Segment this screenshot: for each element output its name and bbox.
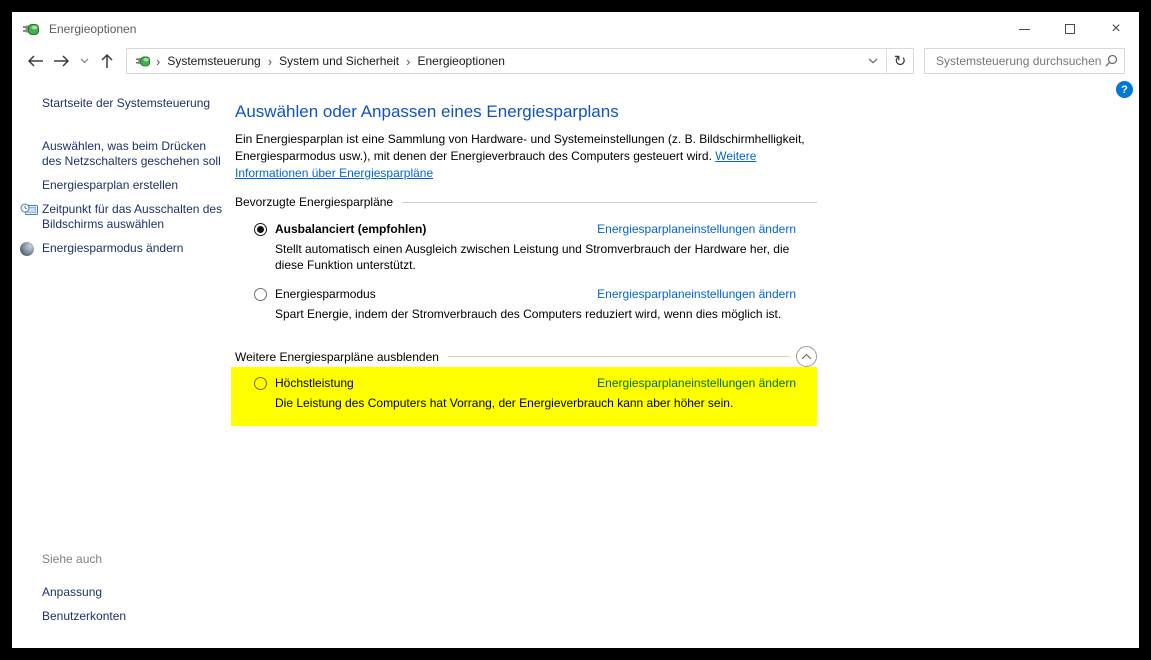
plan-name[interactable]: Energiesparmodus (275, 287, 376, 301)
intro-text: Ein Energiesparplan ist eine Sammlung von Hardware- und Systemeinstellungen (z. B. Bildschirmhelligkeit, Energiesparmodus usw.), mit denen der Energieverbrauch des Computers gesteuert wird. (235, 132, 805, 163)
plan-head (235, 376, 817, 390)
divider (402, 202, 817, 203)
group-label: Weitere Energiesparpläne ausblenden (235, 349, 439, 364)
icon-slot (20, 585, 42, 600)
arrow-left-icon (27, 54, 44, 68)
content-area (12, 80, 1139, 648)
window-title: Energieoptionen (49, 22, 137, 36)
radio-energiesparmodus[interactable] (254, 288, 267, 301)
breadcrumb-system-und-sicherheit[interactable]: System und Sicherheit (279, 54, 400, 68)
search-input[interactable] (934, 53, 1104, 69)
breadcrumb-chevron-icon: › (267, 53, 273, 69)
title-bar (12, 12, 1139, 46)
sidebar-item-home[interactable] (20, 96, 225, 130)
group-label: Bevorzugte Energiesparpläne (235, 195, 394, 209)
back-button[interactable] (22, 48, 48, 74)
refresh-button[interactable] (887, 49, 913, 73)
change-plan-settings-link[interactable]: Energiesparplaneinstellungen ändern (597, 222, 796, 236)
breadcrumb-energieoptionen[interactable]: Energieoptionen (417, 54, 505, 68)
icon-slot (20, 178, 42, 193)
navigation-bar (12, 46, 1139, 80)
address-dropdown-button[interactable] (860, 49, 886, 73)
plan-option-energiesparmodus (235, 287, 817, 322)
maximize-button[interactable] (1047, 12, 1093, 46)
plan-name[interactable]: Ausbalanciert (empfohlen) (275, 222, 427, 236)
sidebar (12, 80, 235, 648)
sidebar-item-create-plan[interactable] (20, 178, 225, 193)
sidebar-item-label: Zeitpunkt für das Ausschalten des Bildschirms auswählen (42, 202, 223, 231)
sidebar-home-label: Startseite der Systemsteuerung (42, 96, 211, 110)
main-pane (235, 80, 817, 648)
forward-button[interactable] (48, 48, 74, 74)
sidebar-item-power-button-action[interactable] (20, 139, 225, 169)
see-also-header-row (20, 552, 225, 576)
sidebar-item-label: Benutzerkonten (42, 609, 127, 623)
intro-paragraph (235, 131, 817, 182)
icon-slot (20, 96, 42, 130)
more-info-link[interactable]: Weitere Informationen über Energiesparpläne (235, 149, 757, 180)
power-options-window (12, 12, 1139, 648)
plan-head (235, 222, 817, 236)
search-icon[interactable] (1104, 54, 1118, 68)
address-bar-controls (860, 49, 913, 73)
collapse-button[interactable] (796, 346, 817, 367)
plan-description: Stellt automatisch einen Ausgleich zwischen Leistung und Stromverbrauch der Hardware her, die diese Funktion unterstützt. (275, 242, 790, 272)
icon-slot (20, 609, 42, 624)
sidebar-item-label: Auswählen, was beim Drücken des Netzschalters geschehen soll (42, 139, 221, 168)
sidebar-item-label: Energiesparplan erstellen (42, 178, 179, 192)
plan-head (235, 287, 817, 301)
moon-icon (20, 241, 42, 256)
preferred-plans-group-header (235, 195, 817, 209)
recent-pages-button[interactable] (74, 48, 94, 74)
clock-display-icon (20, 202, 42, 232)
power-plug-icon (135, 53, 151, 69)
arrow-up-icon (100, 53, 114, 69)
more-plans-group-header (235, 346, 817, 367)
divider (448, 356, 789, 357)
address-bar[interactable] (126, 48, 914, 74)
close-button[interactable] (1093, 12, 1139, 46)
see-also-section (20, 552, 225, 624)
close-icon: × (1111, 20, 1121, 37)
chevron-down-icon (80, 58, 89, 64)
minimize-icon (1019, 29, 1030, 30)
breadcrumb-systemsteuerung[interactable]: Systemsteuerung (167, 54, 261, 68)
change-plan-settings-link[interactable]: Energiesparplaneinstellungen ändern (597, 376, 796, 390)
plan-name[interactable]: Höchstleistung (275, 376, 354, 390)
radio-ausbalanciert[interactable] (254, 223, 267, 236)
plan-option-hoechstleistung-highlighted (231, 367, 817, 426)
search-box[interactable] (924, 48, 1125, 74)
chevron-up-icon (801, 353, 812, 360)
sidebar-item-change-sleep[interactable] (20, 241, 225, 256)
up-button[interactable] (94, 48, 120, 74)
window-controls (1001, 12, 1139, 46)
chevron-down-icon (868, 58, 878, 64)
sidebar-item-label: Energiesparmodus ändern (42, 241, 184, 255)
see-also-header: Siehe auch (42, 552, 103, 566)
sidebar-item-benutzerkonten[interactable] (20, 609, 225, 624)
arrow-right-icon (53, 54, 70, 68)
breadcrumb-chevron-icon: › (156, 53, 161, 69)
plan-option-ausbalanciert (235, 222, 817, 273)
minimize-button[interactable] (1001, 12, 1047, 46)
power-plug-icon (22, 20, 40, 38)
radio-hoechstleistung[interactable] (254, 377, 267, 390)
icon-slot (20, 139, 42, 169)
refresh-icon: ↻ (893, 53, 907, 70)
change-plan-settings-link[interactable]: Energiesparplaneinstellungen ändern (597, 287, 796, 301)
sidebar-item-anpassung[interactable] (20, 585, 225, 600)
breadcrumb-chevron-icon: › (406, 53, 411, 69)
plan-description: Spart Energie, indem der Stromverbrauch des Computers reduziert wird, wenn dies möglich ist. (275, 307, 782, 321)
question-mark-icon: ? (1121, 83, 1128, 96)
icon-slot (20, 552, 42, 576)
maximize-icon (1065, 24, 1075, 34)
sidebar-item-label: Anpassung (42, 585, 103, 599)
sidebar-item-screen-off-time[interactable] (20, 202, 225, 232)
page-title: Auswählen oder Anpassen eines Energiesparplans (235, 102, 619, 121)
plan-description: Die Leistung des Computers hat Vorrang, der Energieverbrauch kann aber höher sein. (275, 396, 734, 410)
